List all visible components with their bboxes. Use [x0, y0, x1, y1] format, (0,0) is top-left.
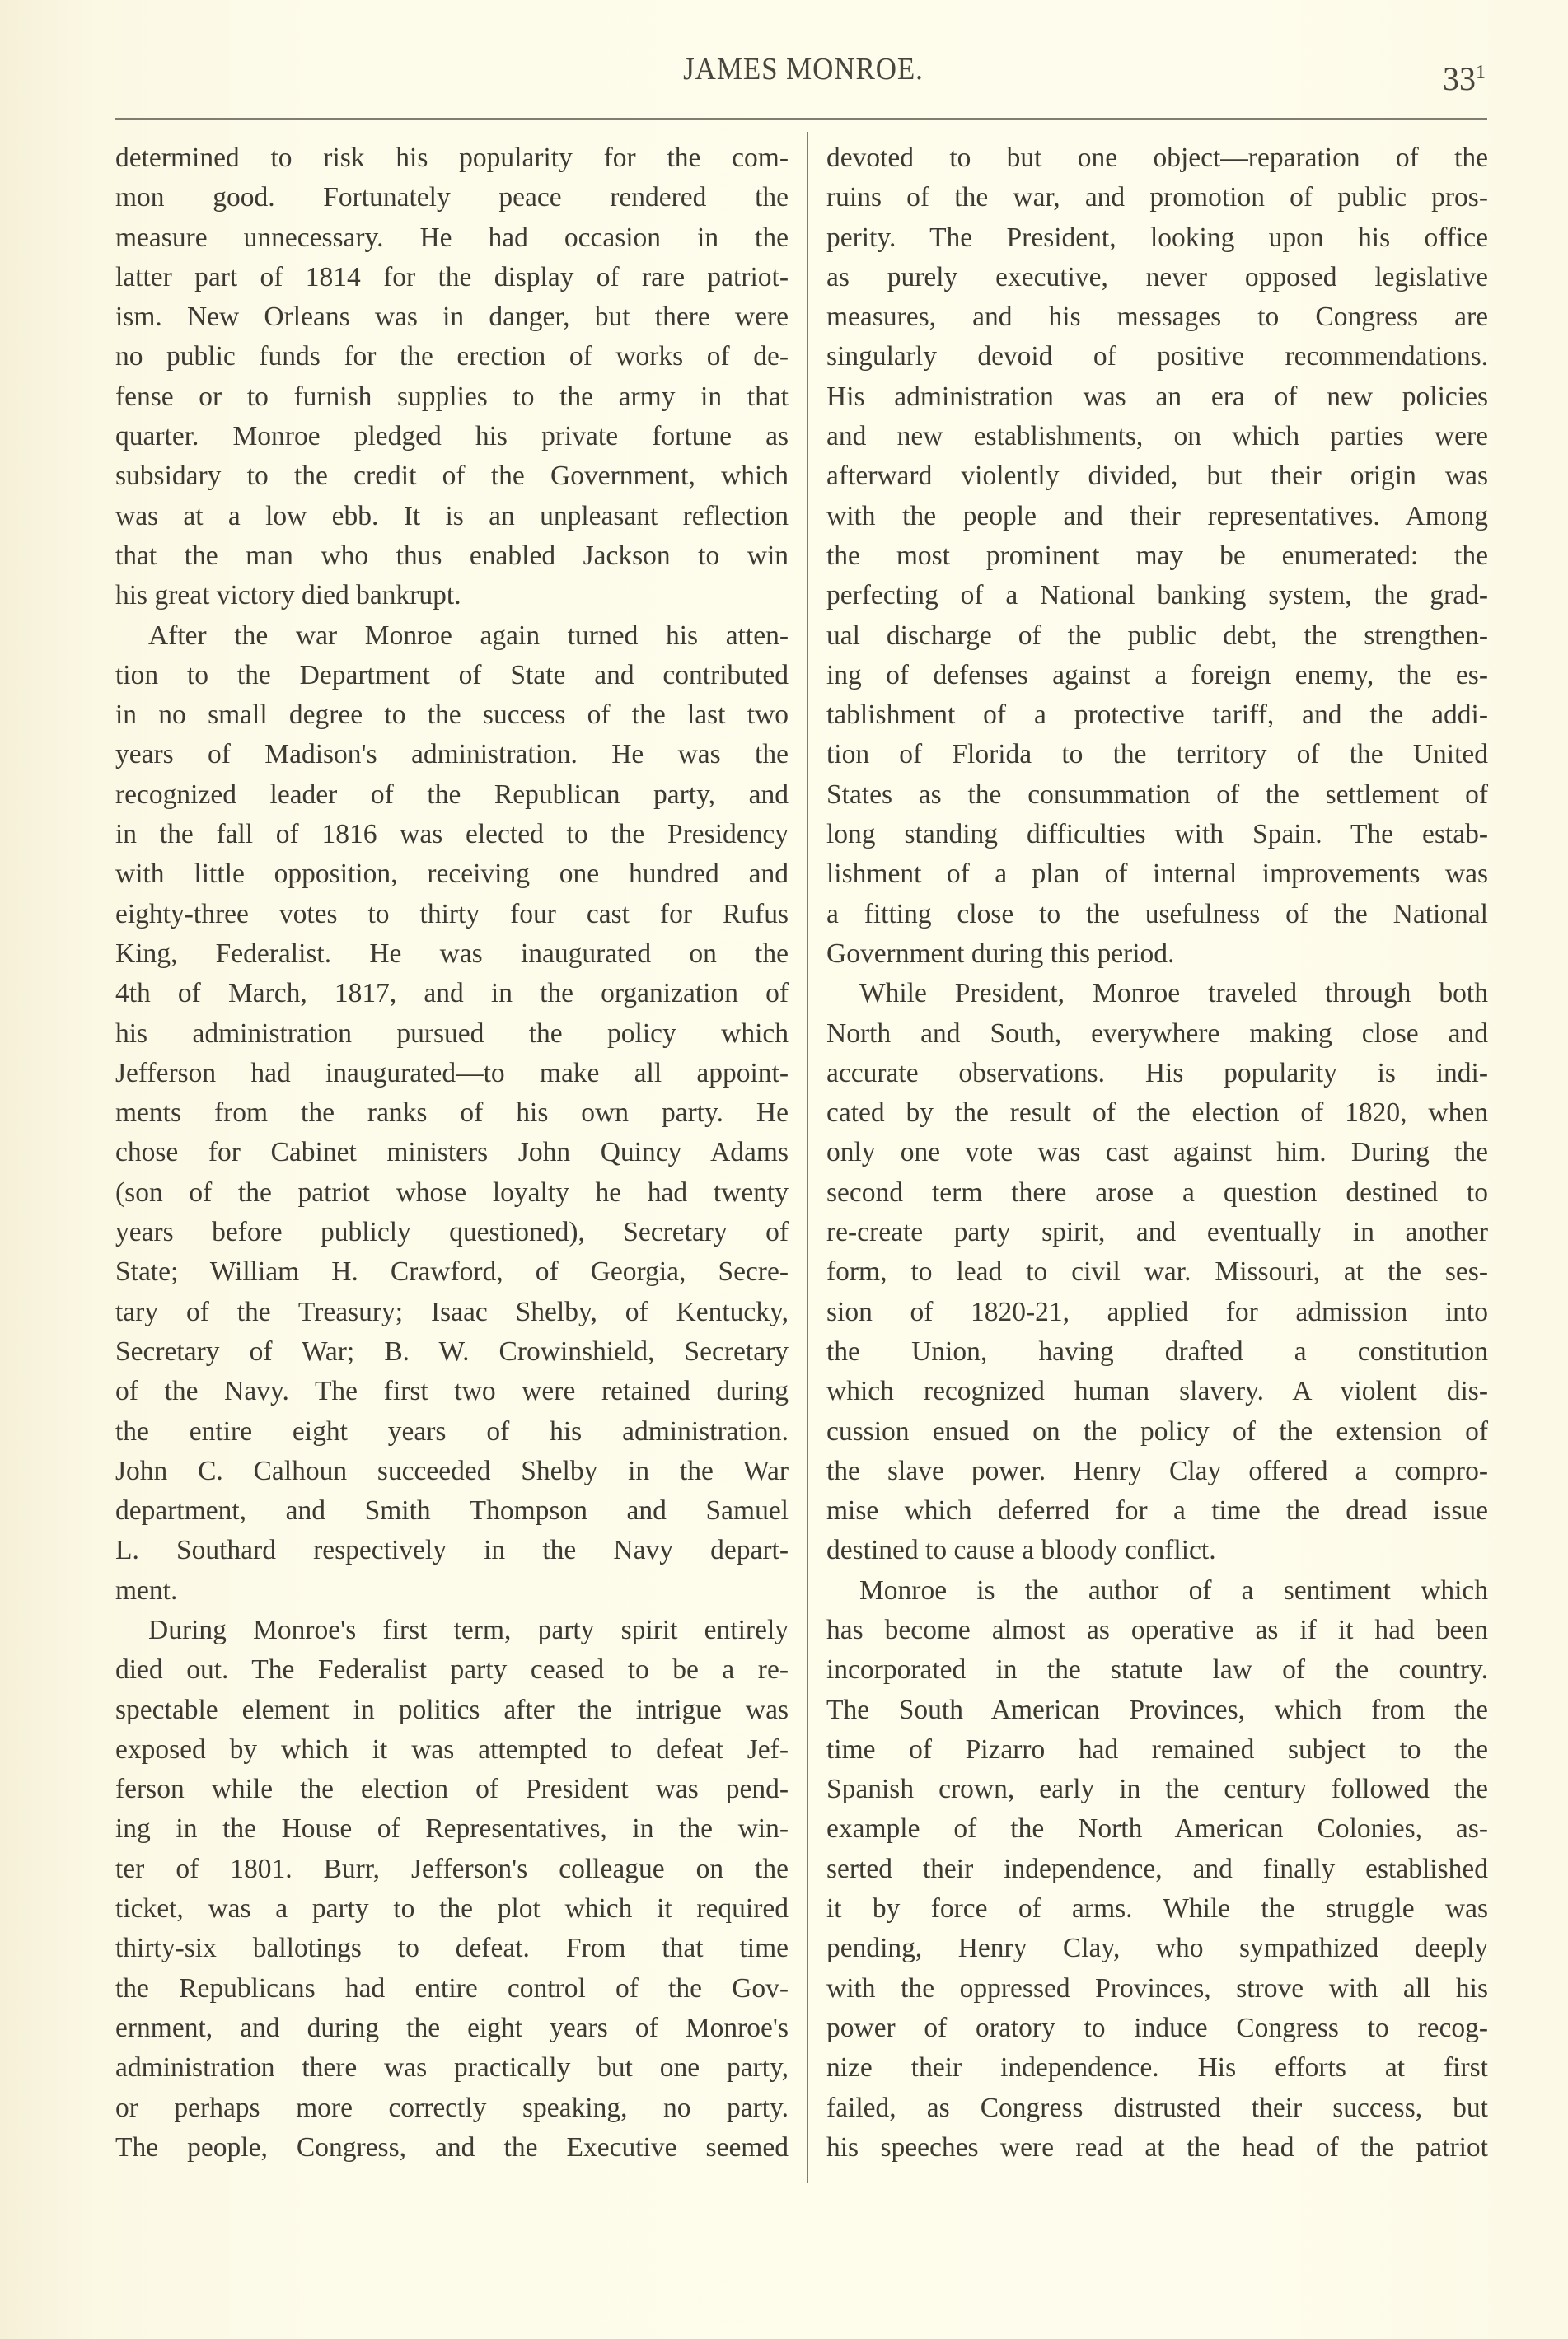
text-line: no public funds for the erection of works of de-	[115, 341, 789, 372]
text-line: the most prominent may be enumerated: the	[826, 540, 1488, 571]
text-line: long standing difficulties with Spain. The estab-	[826, 819, 1488, 850]
text-line: or perhaps more correctly speaking, no party.	[115, 2092, 789, 2123]
text-line: mon good. Fortunately peace rendered the	[115, 182, 789, 213]
text-line: ism. New Orleans was in danger, but there were	[115, 302, 789, 333]
text-line: only one vote was cast against him. During the	[826, 1137, 1488, 1168]
text-line: State; William H. Crawford, of Georgia, Secre-	[115, 1256, 789, 1288]
text-line: ter of 1801. Burr, Jefferson's colleague on the	[115, 1853, 789, 1884]
text-line: example of the North American Colonies, as-	[826, 1813, 1488, 1845]
text-line: After the war Monroe again turned his atten-	[148, 620, 789, 651]
text-line: his administration pursued the policy which	[115, 1017, 789, 1049]
running-head	[0, 51, 1568, 101]
text-line: Monroe is the author of a sentiment which	[859, 1574, 1488, 1606]
text-line: ing of defenses against a foreign enemy, the es-	[826, 659, 1488, 690]
text-line: afterward violently divided, but their origin was	[826, 461, 1488, 492]
text-line: subsidary to the credit of the Government, which	[115, 461, 789, 492]
text-line: time of Pizarro had remained subject to the	[826, 1733, 1488, 1765]
text-line: States as the consummation of the settlement of	[826, 779, 1488, 810]
text-line: perfecting of a National banking system, the grad-	[826, 580, 1488, 611]
text-line: perity. The President, looking upon his office	[826, 222, 1488, 253]
text-line: incorporated in the statute law of the country.	[826, 1654, 1488, 1686]
text-line: measure unnecessary. He had occasion in the	[115, 222, 789, 253]
text-line: of the Navy. The first two were retained during	[115, 1376, 789, 1407]
text-line: tary of the Treasury; Isaac Shelby, of Kentucky,	[115, 1296, 789, 1327]
text-line: During Monroe's first term, party spirit entirely	[148, 1614, 789, 1645]
text-line: has become almost as operative as if it had been	[826, 1614, 1488, 1645]
text-line: measures, and his messages to Congress are	[826, 302, 1488, 333]
text-line: years of Madison's administration. He was the	[115, 739, 789, 770]
text-line: that the man who thus enabled Jackson to win	[115, 540, 789, 571]
text-line: L. Southard respectively in the Navy depart-	[115, 1535, 789, 1566]
text-line: ticket, was a party to the plot which it required	[115, 1893, 789, 1925]
text-line: the slave power. Henry Clay offered a compro-	[826, 1455, 1488, 1486]
text-line: latter part of 1814 for the display of rare patriot-	[115, 261, 789, 292]
text-line: in the fall of 1816 was elected to the Presidency	[115, 819, 789, 850]
text-line: Government during this period.	[826, 938, 1175, 969]
text-line: a fitting close to the usefulness of the National	[826, 898, 1488, 929]
text-line: tion of Florida to the territory of the United	[826, 739, 1488, 770]
text-line: King, Federalist. He was inaugurated on the	[115, 938, 789, 969]
text-line: ruins of the war, and promotion of public pros-	[826, 182, 1488, 213]
text-line: John C. Calhoun succeeded Shelby in the War	[115, 1455, 789, 1486]
text-line: which recognized human slavery. A violent dis-	[826, 1376, 1488, 1407]
text-line: lishment of a plan of internal improvements was	[826, 858, 1488, 890]
text-line: sion of 1820-21, applied for admission into	[826, 1296, 1488, 1327]
text-line: (son of the patriot whose loyalty he had twenty	[115, 1177, 789, 1208]
text-line: form, to lead to civil war. Missouri, at the ses-	[826, 1256, 1488, 1288]
text-line: years before publicly questioned), Secretary of	[115, 1217, 789, 1248]
text-line: second term there arose a question destined to	[826, 1177, 1488, 1208]
page-number	[1443, 59, 1486, 98]
right-column	[826, 138, 1488, 2168]
text-line: cated by the result of the election of 1820, when	[826, 1097, 1488, 1129]
text-line: accurate observations. His popularity is indi-	[826, 1057, 1488, 1088]
text-line: re-create party spirit, and eventually in another	[826, 1217, 1488, 1248]
text-line: was at a low ebb. It is an unpleasant reflection	[115, 500, 789, 531]
left-column	[115, 138, 789, 2168]
text-line: 4th of March, 1817, and in the organization of	[115, 978, 789, 1009]
text-line: as purely executive, never opposed legislative	[826, 261, 1488, 292]
text-line: His administration was an era of new policies	[826, 381, 1488, 412]
text-line: exposed by which it was attempted to defeat Jef-	[115, 1733, 789, 1765]
text-line: the entire eight years of his administration.	[115, 1415, 789, 1447]
text-line: While President, Monroe traveled through both	[859, 978, 1488, 1009]
text-line: destined to cause a bloody conflict.	[826, 1535, 1216, 1566]
text-line: ferson while the election of President was pend-	[115, 1774, 789, 1805]
text-line: the Union, having drafted a constitution	[826, 1336, 1488, 1367]
text-line: failed, as Congress distrusted their success, but	[826, 2092, 1488, 2123]
text-line: devoted to but one object—reparation of the	[826, 143, 1488, 173]
text-line: department, and Smith Thompson and Samuel	[115, 1495, 789, 1527]
text-line: mise which deferred for a time the dread issue	[826, 1495, 1488, 1527]
text-line: ual discharge of the public debt, the strengthen-	[826, 620, 1488, 651]
text-line: recognized leader of the Republican party, and	[115, 779, 789, 810]
text-line: eighty-three votes to thirty four cast for Rufus	[115, 898, 789, 929]
text-line: The people, Congress, and the Executive seemed	[115, 2131, 789, 2163]
text-line: thirty-six ballotings to defeat. From that time	[115, 1933, 789, 1964]
text-line: Spanish crown, early in the century followed the	[826, 1774, 1488, 1805]
text-line: tablishment of a protective tariff, and the addi-	[826, 699, 1488, 731]
text-line: quarter. Monroe pledged his private fortune as	[115, 421, 789, 452]
text-line: Secretary of War; B. W. Crowinshield, Secretary	[115, 1336, 789, 1367]
text-line: Jefferson had inaugurated—to make all appoint-	[115, 1057, 789, 1088]
text-line: ernment, and during the eight years of Monroe's	[115, 2012, 789, 2043]
text-line: his great victory died bankrupt.	[115, 580, 461, 611]
text-line: singularly devoid of positive recommendations.	[826, 341, 1488, 372]
header-rule	[115, 118, 1487, 120]
text-line: ments from the ranks of his own party. He	[115, 1097, 789, 1129]
text-line: spectable element in politics after the intrigue was	[115, 1694, 789, 1725]
text-line: nize their independence. His efforts at first	[826, 2052, 1488, 2084]
text-line: in no small degree to the success of the last two	[115, 699, 789, 731]
text-line: with the people and their representatives. Among	[826, 500, 1488, 531]
text-line: determined to risk his popularity for the com-	[115, 143, 789, 173]
text-line: chose for Cabinet ministers John Quincy Adams	[115, 1137, 789, 1168]
text-line: it by force of arms. While the struggle was	[826, 1893, 1488, 1925]
text-line: North and South, everywhere making close and	[826, 1017, 1488, 1049]
page-number-sup: 1	[1476, 62, 1486, 83]
text-line: died out. The Federalist party ceased to be a re-	[115, 1654, 789, 1686]
text-line: ment.	[115, 1574, 178, 1606]
text-line: ing in the House of Representatives, in the win-	[115, 1813, 789, 1845]
text-line: power of oratory to induce Congress to recog-	[826, 2012, 1488, 2043]
text-line: tion to the Department of State and contributed	[115, 659, 789, 690]
text-line: with the oppressed Provinces, strove with all his	[826, 1972, 1488, 2004]
text-line: and new establishments, on which parties were	[826, 421, 1488, 452]
text-line: The South American Provinces, which from the	[826, 1694, 1488, 1725]
text-line: fense or to furnish supplies to the army in that	[115, 381, 789, 412]
text-line: cussion ensued on the policy of the extension of	[826, 1415, 1488, 1447]
text-line: administration there was practically but one party,	[115, 2052, 789, 2084]
text-line: pending, Henry Clay, who sympathized deeply	[826, 1933, 1488, 1964]
column-divider	[807, 132, 808, 2183]
running-title: JAMES MONROE.	[683, 52, 924, 87]
text-line: with little opposition, receiving one hundred and	[115, 858, 789, 890]
text-line: his speeches were read at the head of the patriot	[826, 2131, 1488, 2163]
text-line: serted their independence, and finally established	[826, 1853, 1488, 1884]
page-number-main: 33	[1443, 60, 1476, 97]
text-line: the Republicans had entire control of the Gov-	[115, 1972, 789, 2004]
